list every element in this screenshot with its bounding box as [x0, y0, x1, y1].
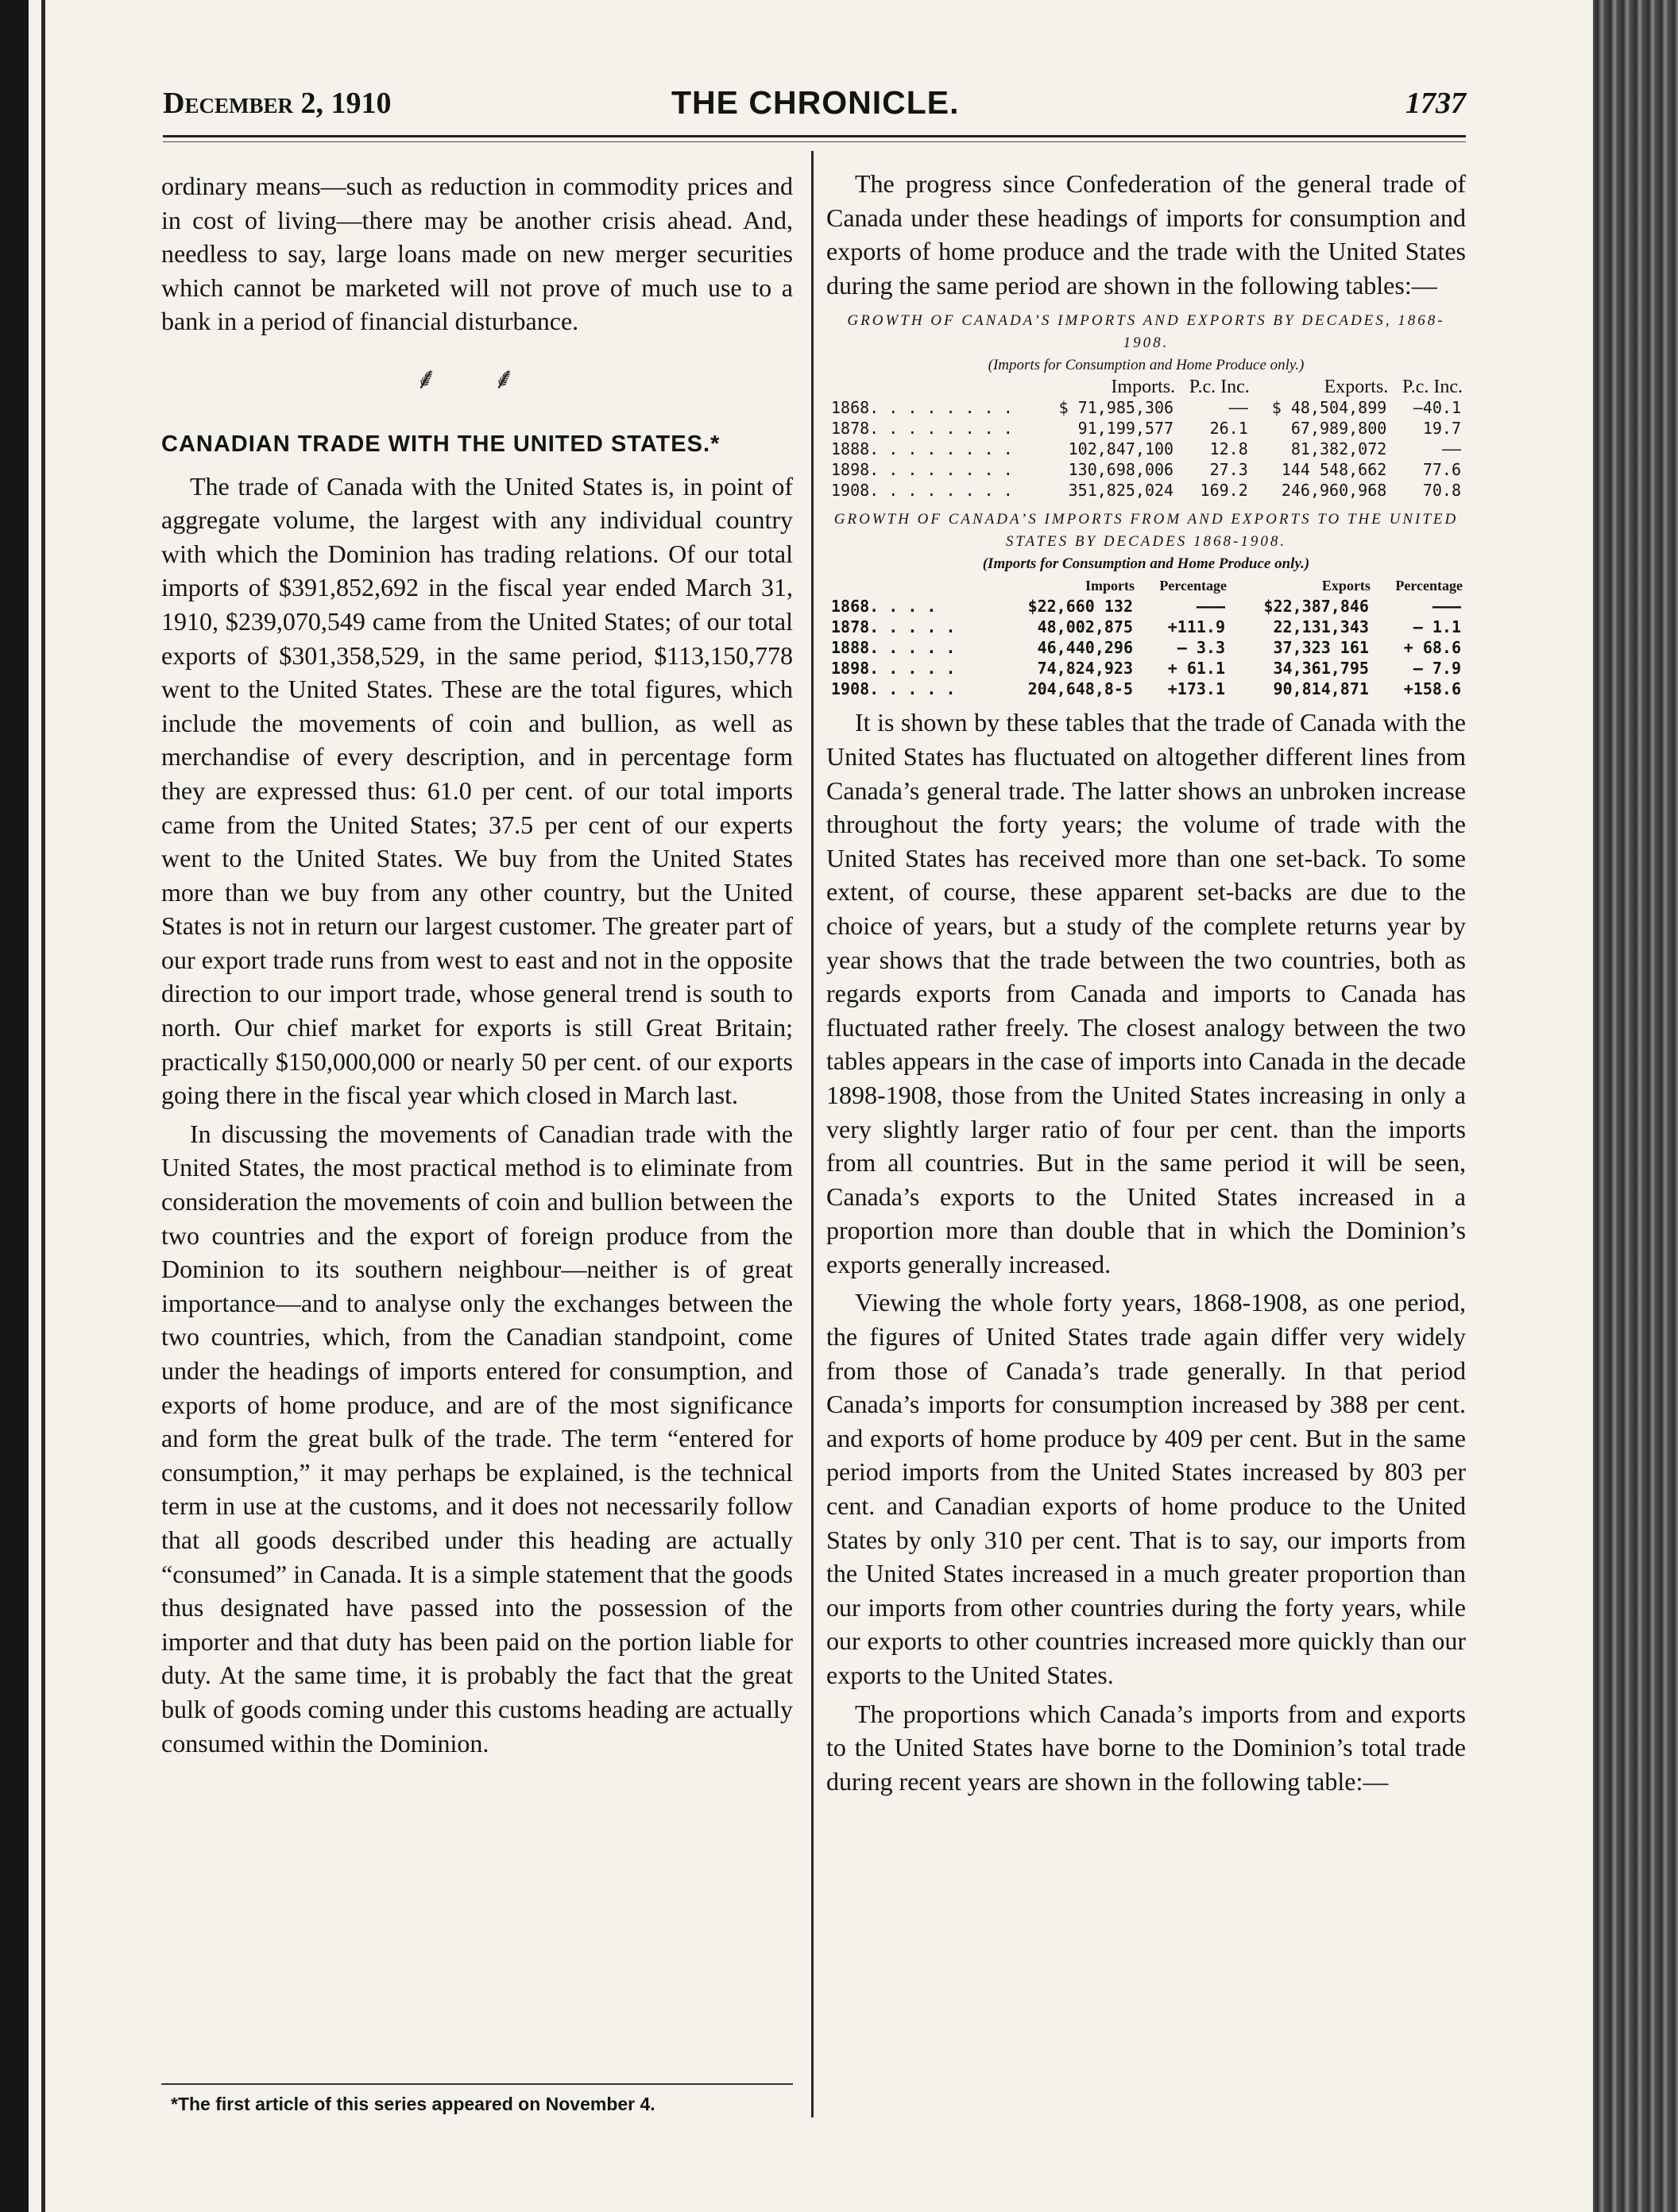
table-cell: +111.9	[1167, 617, 1226, 637]
paragraph: The trade of Canada with the United States is, in point of aggregate volume, the largest with any individual country with which the Dominion has trading relations. Of our total imports of $391,852,692 in the fiscal year ended March 31, 1910, $239,070,549 came from the United States; of our total exports of $301,358,529, in the same period, $113,150,778 went to the United States. These are the total figures, which include the movements of coin and bullion, as well as merchandise of every description, and in percentage form they are expressed thus: 61.0 per cent. of our total imports came from the United States; 37.5 per cent of our experts went to the United States. We buy from the United States more than we buy from any other country, but the United States is not in return our largest customer. The greater part of our export trade runs from west to east and not in the opposite direction to our import trade, whose general trend is south to north. Our chief market for exports is still Great Britain; practically $150,000,000 or nearly 50 per cent. of our exports going there in the fiscal year which closed in March last.	[161, 471, 793, 1110]
paragraph: It is shown by these tables that the trade of Canada with the United States has fluctuated on altogether different lines from Canada’s general trade. The latter shows an unbroken increase throughout the forty years; the volume of trade with the United States has received more than one set-back. To some extent, of course, these apparent set-backs are due to the choice of years, but a study of the complete returns year by year shows that the trade between the two countries, both as regards exports from Canada and imports to Canada has fluctuated rather freely. The closest analogy between the two tables appears in the case of imports into Canada in the decade 1898-1908, those from the United States increasing in only a very slightly larger ratio of four per cent. than the imports from all countries. But in the same period it will be seen, Canada’s exports to the United States increased in a proportion more than double that in which the Dominion’s exports generally increased.	[826, 708, 1466, 1278]
table-header-row	[826, 575, 1466, 596]
table-subtitle: (Imports for Consumption and Home Produce only.)	[982, 555, 1310, 573]
table-cell: 169.2	[1200, 481, 1248, 501]
table-header-row	[826, 377, 1466, 397]
scan-left-edge	[0, 0, 29, 2212]
data-table	[826, 377, 1466, 501]
table-cell: 351,825,024	[1068, 481, 1174, 501]
table-cell: 48,002,875	[1037, 617, 1134, 637]
table-row	[826, 637, 1466, 658]
table-cell: 1898. . . . .	[831, 659, 956, 679]
table-cell: $22,660 132	[1027, 597, 1134, 617]
table-cell: 26.1	[1209, 419, 1248, 439]
table-cell: 34,361,795	[1273, 659, 1369, 679]
table-cell: 91,199,577	[1077, 419, 1174, 439]
table-cell: 1878. . . . . . . .	[831, 419, 1013, 439]
table-cell: ——	[1228, 398, 1248, 418]
table-cell: ——	[1441, 439, 1461, 459]
column-header: Percentage	[1395, 578, 1463, 594]
table-cell: 1878. . . . .	[831, 617, 956, 637]
ornament-fleurons: ⸙ ⸙	[415, 362, 539, 396]
table-cell: — 3.3	[1177, 638, 1226, 658]
column-header: Imports	[1085, 578, 1135, 594]
page-header	[163, 86, 1466, 126]
table-cell: +158.6	[1403, 679, 1461, 699]
table-cell: $ 48,504,899	[1271, 398, 1387, 418]
column-header: Exports	[1321, 578, 1371, 594]
column-header	[826, 377, 1040, 397]
table-row	[826, 439, 1466, 459]
table-cell: ———	[1432, 597, 1461, 617]
table-cell: 1888. . . . .	[831, 638, 956, 658]
publication-title: THE CHRONICLE.	[671, 84, 960, 121]
scan-right-edge	[1593, 0, 1678, 2212]
table-row	[826, 397, 1466, 418]
paragraph: Viewing the whole forty years, 1868-1908, as one period, the figures of United States trade again differ very widely from those of Canada’s trade generally. In that period Canada’s imports for consumption increased by 388 per cent. and exports of home produce by 409 per cent. But in the same period imports from the United States increased by 803 per cent. and Canadian exports of home produce to the United States by only 310 per cent. That is to say, our imports from the United States increased in a much greater proportion than our imports from other countries during the forty years, while our exports to other countries increased more quickly than our exports to the United States.	[826, 1288, 1466, 1689]
header-date: December 2, 1910	[163, 87, 392, 120]
paragraph-intro: The progress since Confederation of the general trade of Canada under these headings of imports for consumption and exports of home produce and the trade with the United States during the same period are shown in the following tables:—	[826, 169, 1466, 300]
table-cell: — 1.1	[1413, 617, 1461, 637]
table-cell: 1898. . . . . . . .	[831, 460, 1013, 480]
table-cell: 81,382,072	[1290, 439, 1387, 459]
table-subtitle: (Imports for Consumption and Home Produce only.)	[988, 357, 1305, 374]
paragraph: The proportions which Canada’s imports from and exports to the United States have borne to the Dominion’s total trade during recent years are shown in the following table:—	[826, 1699, 1466, 1796]
right-column	[826, 167, 1466, 1798]
table-cell: 67,989,800	[1290, 419, 1387, 439]
table-cell: 77.6	[1422, 460, 1461, 480]
table-cell: 204,648,8-5	[1027, 679, 1134, 699]
table-cell: $22,387,846	[1263, 597, 1369, 617]
table-row	[826, 617, 1466, 637]
table-cell: 102,847,100	[1068, 439, 1174, 459]
column-header: P.c. Inc.	[1402, 377, 1463, 398]
table-row	[826, 679, 1466, 699]
table-cell: ———	[1196, 597, 1226, 617]
table-cell: +173.1	[1167, 679, 1226, 699]
footnote-rule	[161, 2083, 793, 2085]
table-cell: 1908. . . . . . . .	[831, 481, 1013, 501]
column-divider	[811, 151, 814, 2117]
table-cell: + 68.6	[1403, 638, 1461, 658]
table-cell: 1888. . . . . . . .	[831, 439, 1013, 459]
table-row	[826, 480, 1466, 501]
table-row	[826, 459, 1466, 480]
table-cell: 1868. . . .	[831, 597, 937, 617]
column-header: Exports.	[1324, 377, 1389, 398]
scan-left-margin-line	[41, 0, 45, 2212]
table-title: GROWTH OF CANADA’S IMPORTS FROM AND EXPORTS TO THE UNITED STATES BY DECADES 1868-1908.	[833, 511, 1459, 551]
table-cell: 1908. . . . .	[831, 679, 956, 699]
table-cell: 70.8	[1422, 481, 1461, 501]
paragraph-opening: ordinary means—such as reduction in commodity prices and in cost of living—there may be another crisis ahead. And, needless to say, large loans made on new merger securities which cannot be marketed will not prove of much use to a bank in a period of financial disturbance.	[161, 172, 793, 336]
left-column	[161, 169, 793, 1760]
header-rule	[163, 135, 1466, 142]
table-cell: — 7.9	[1413, 659, 1461, 679]
column-header: Imports.	[1111, 377, 1176, 398]
table-cell: 1868. . . . . . . .	[831, 398, 1013, 418]
table-cell: + 61.1	[1167, 659, 1226, 679]
page-number: 1737	[1405, 87, 1466, 120]
section-title: CANADIAN TRADE WITH THE UNITED STATES.*	[161, 431, 721, 457]
table-row	[826, 418, 1466, 439]
table-cell: 37,323 161	[1273, 638, 1369, 658]
table-cell: —40.1	[1413, 398, 1461, 418]
table-row	[826, 658, 1466, 679]
table-cell: 19.7	[1422, 419, 1461, 439]
paragraph: In discussing the movements of Canadian trade with the United States, the most practical method is to eliminate from consideration the movements of coin and bullion between the two countries and the export of foreign produce from the Dominion to its southern neighbour—neither is of great importance—and to analyse only the exchanges between the two countries, which, from the Canadian standpoint, come under the headings of imports entered for consumption, and exports of home produce, and are of the most significance and form the great bulk of the trade. The term “entered for consumption,” it may perhaps be explained, is the technical term in use at the customs, and it does not necessarily follow that all goods described under this heading are actually “consumed” in Canada. It is a simple statement that the goods thus designated have passed into the possession of the importer and that duty has been paid on the portion liable for duty. At the same time, it is probably the fact that the great bulk of goods coming under this customs heading are actually consumed within the Dominion.	[161, 1119, 793, 1758]
table-cell: 12.8	[1209, 439, 1248, 459]
table-cell: 22,131,343	[1273, 617, 1369, 637]
table-row	[826, 596, 1466, 617]
table-cell: 46,440,296	[1037, 638, 1134, 658]
table-cell: 74,824,923	[1037, 659, 1134, 679]
table-us-trade	[826, 509, 1466, 699]
table-cell: $ 71,985,306	[1058, 398, 1174, 418]
footnote: *The first article of this series appeared on November 4.	[171, 2094, 655, 2114]
table-cell: 246,960,968	[1281, 481, 1387, 501]
table-cell: 144 548,662	[1281, 460, 1387, 480]
data-table	[826, 575, 1466, 699]
table-canada-trade	[826, 310, 1466, 501]
table-cell: 130,698,006	[1068, 460, 1174, 480]
column-header: P.c. Inc.	[1189, 377, 1250, 398]
column-header: Percentage	[1159, 578, 1228, 594]
table-cell: 27.3	[1209, 460, 1248, 480]
table-cell: 90,814,871	[1273, 679, 1369, 699]
column-header	[826, 575, 994, 596]
table-title: GROWTH OF CANADA’S IMPORTS AND EXPORTS BY DECADES, 1868-1908.	[847, 312, 1445, 352]
